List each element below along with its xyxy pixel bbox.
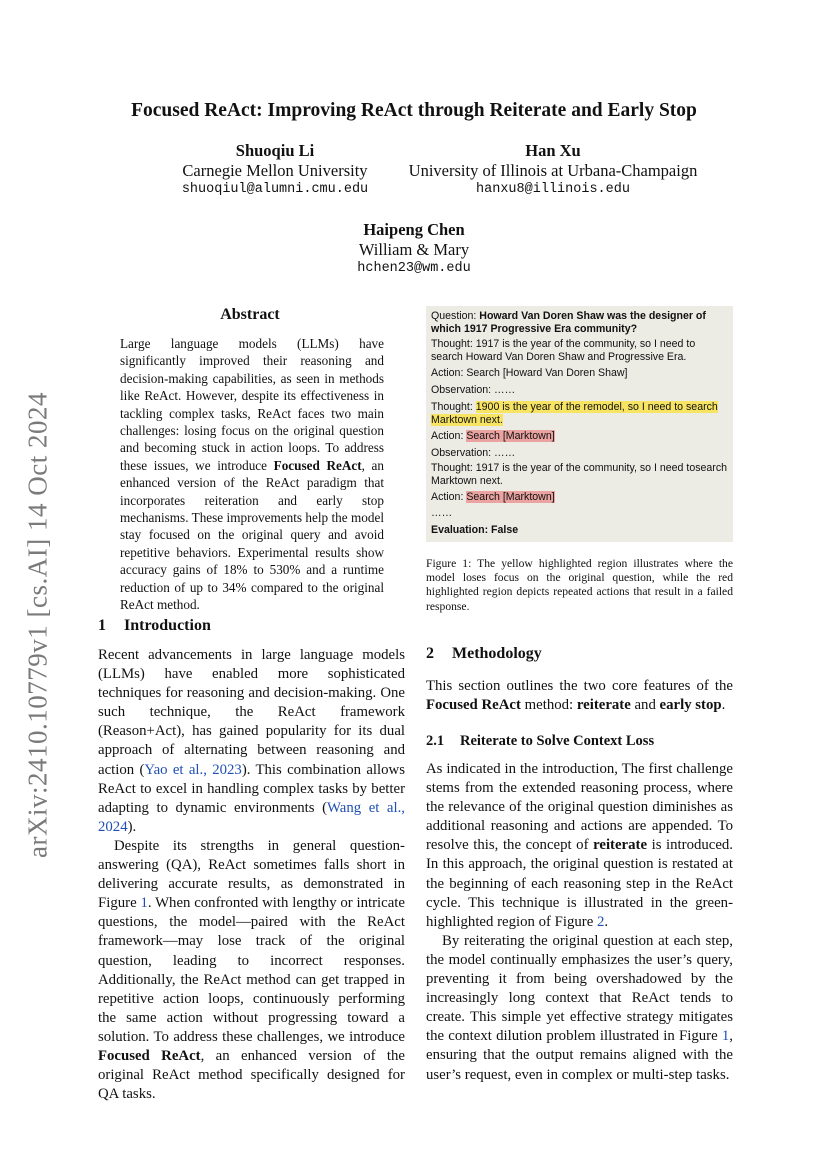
- text-run: is introduced. In this approach, the original question is restated at the beginning of each reasoning step in the ReAct cycle. This technique is illustrated in the green-highlighted region of Figure: [426, 837, 734, 930]
- abstract-text-b: , an enhanced version of the ReAct paradigm that incorporates reiteration and early stop mechanisms. These improvements help the model stay focused on the original query and avoid repetitive behaviors. Experimental results show accuracy gains of 18% to 530% and a runtime reduction of up to 34% compared to the original ReAct method.: [120, 457, 384, 613]
- intro-paragraph-2: [98, 837, 405, 1104]
- text-run: . When confronted with lengthy or intricate questions, the model—paired with the ReAct framework—may lose track of the original question, leading to incorrect responses. Additionally, the ReAct method can get trapped in repetitive action loops, continuously performing the same action without progressing toward a solution. To address these challenges, we introduce: [98, 895, 405, 1045]
- question-text: Howard Van Doren Shaw was the designer of which 1917 Progressive Era community?: [431, 310, 706, 335]
- arxiv-id: arXiv:2410.10779v1 [cs.AI] 14 Oct 2024: [22, 392, 53, 858]
- abstract-heading: Abstract: [220, 306, 280, 323]
- author-block-1: [170, 141, 380, 200]
- methodology-intro: [426, 677, 733, 715]
- bold-term: reiterate: [576, 697, 631, 714]
- methodology-number: 2: [426, 645, 434, 662]
- fig-question: [431, 310, 727, 335]
- author-affiliation: Carnegie Mellon University: [182, 160, 368, 180]
- text-run: Action:: [431, 430, 467, 442]
- text-run: Question:: [431, 310, 480, 322]
- figure-ref-link[interactable]: 1: [140, 895, 148, 912]
- text-run: ). This combination allows ReAct to excel in handling complex tasks by better adapting to dynamic environments (: [98, 761, 406, 816]
- figure-ref-link[interactable]: 2: [596, 913, 605, 930]
- section-2-1-heading: [426, 733, 654, 750]
- bold-term: Focused ReAct: [426, 697, 521, 714]
- bold-term: Focused ReAct: [98, 1047, 201, 1064]
- author-email: hanxu8@illinois.edu: [476, 182, 630, 197]
- intro-heading: [98, 617, 211, 635]
- text-run: and: [630, 697, 660, 714]
- author-affiliation: William & Mary: [358, 239, 470, 259]
- intro-body: [98, 646, 405, 1104]
- section-2-1-title: Reiterate to Solve Context Loss: [460, 733, 655, 749]
- author-block-3: [314, 220, 514, 279]
- text-run: ).: [127, 818, 137, 835]
- text-run: As indicated in the introduction, The first challenge stems from the extended reasoning process, where the relevance of the original question diminishes as additional reasoning and actions are appended. To resolve this, the concept of: [426, 761, 733, 854]
- abstract-text-a: Large language models (LLMs) have significantly improved their reasoning and decision-making capabilities, as seen in methods like ReAct. However, despite its effectiveness in tackling complex tasks, ReAct faces two main challenges: losing focus on the original question and becoming stuck in action loops. To address these issues, we introduce: [120, 336, 384, 473]
- text-run: .: [721, 697, 726, 714]
- abstract-text: [120, 335, 384, 614]
- author-name: Haipeng Chen: [363, 220, 465, 239]
- intro-title: Introduction: [124, 617, 211, 634]
- fig-action-2: [431, 430, 727, 443]
- red-highlight: Search [Marktown]: [466, 430, 555, 442]
- author-block-2: [400, 141, 706, 200]
- intro-number: 1: [98, 617, 106, 634]
- fig-thought-2: [431, 401, 727, 426]
- fig-action-1: Action: Search [Howard Van Doren Shaw]: [431, 367, 628, 379]
- figure-ref-link[interactable]: 1: [721, 1028, 730, 1045]
- author-email: hchen23@wm.edu: [357, 261, 471, 276]
- fig-ellipsis: ……: [431, 507, 453, 519]
- text-run: Despite its strengths in general question-answering (QA), ReAct sometimes falls short in delivering accurate results, as demonstrated in Figure: [98, 837, 405, 912]
- bold-term: reiterate: [593, 837, 648, 854]
- citation-link[interactable]: Yao et al., 2023: [144, 761, 242, 778]
- text-run: Thought:: [431, 401, 476, 413]
- text-run: By reiterating the original question at each step, the model continually emphasizes the user’s query, preventing it from being overshadowed by the increasingly long context that ReAct tends to create. This simple yet effective strategy mitigates the context dilution problem illustrated in Figure: [426, 932, 733, 1045]
- author-email: shuoqiul@alumni.cmu.edu: [181, 182, 369, 197]
- methodology-heading: [426, 645, 542, 663]
- red-highlight: Search [Marktown]: [466, 491, 555, 503]
- fig-thought-1: Thought: 1917 is the year of the community, so I need to search Howard Van Doren Shaw and Progressive Era.: [431, 338, 696, 363]
- yellow-highlight: 1900 is the year of the remodel, so I need to search Marktown next.: [431, 401, 718, 426]
- author-name: Han Xu: [525, 141, 581, 160]
- fig-observation-2: Observation: ……: [431, 447, 516, 459]
- text-run: , ensuring that the output remains aligned with the user’s request, even in complex or multi-step tasks.: [426, 1028, 733, 1083]
- intro-paragraph-1: [98, 646, 405, 837]
- paper-title: Focused ReAct: Improving ReAct through Reiterate and Early Stop: [131, 100, 697, 121]
- figure-1-caption: Figure 1: The yellow highlighted region illustrates where the model loses focus on the original question, while the red highlighted region depicts repeated actions that result in a failed response.: [426, 557, 733, 613]
- bold-term: early stop: [659, 697, 722, 714]
- citation-link[interactable]: Wang et al., 2024: [98, 799, 405, 835]
- text-run: Action:: [431, 491, 467, 503]
- author-name: Shuoqiu Li: [235, 141, 315, 160]
- methodology-title: Methodology: [452, 645, 542, 662]
- figure-1-box: [426, 306, 733, 542]
- fig-thought-3: Thought: 1917 is the year of the community, so I need tosearch Marktown next.: [431, 462, 728, 487]
- text-run: .: [604, 913, 609, 930]
- text-run: This section outlines the two core features of the: [426, 678, 733, 694]
- text-run: Recent advancements in large language models (LLMs) have enabled more sophisticated techniques for reasoning and decision-making. One such technique, the ReAct framework (Reason+Act), has gained popularity for its dual approach of alternating between reasoning and action (: [98, 647, 405, 778]
- abstract-bold: Focused ReAct: [273, 457, 362, 473]
- section-2-1-body: [426, 760, 733, 1085]
- text-run: method:: [520, 697, 577, 714]
- text-run: , an enhanced version of the original ReAct method specifically designed for QA tasks.: [98, 1047, 405, 1103]
- section-2-1-number: 2.1: [426, 733, 445, 749]
- section-2-1-paragraph-1: [426, 760, 733, 932]
- section-2-1-paragraph-2: [426, 932, 733, 1085]
- author-affiliation: University of Illinois at Urbana-Champaign: [408, 160, 698, 180]
- arxiv-stamp: [18, 390, 58, 860]
- fig-evaluation: Evaluation: False: [431, 524, 519, 536]
- fig-observation-1: Observation: ……: [431, 384, 516, 396]
- fig-action-3: [431, 491, 727, 504]
